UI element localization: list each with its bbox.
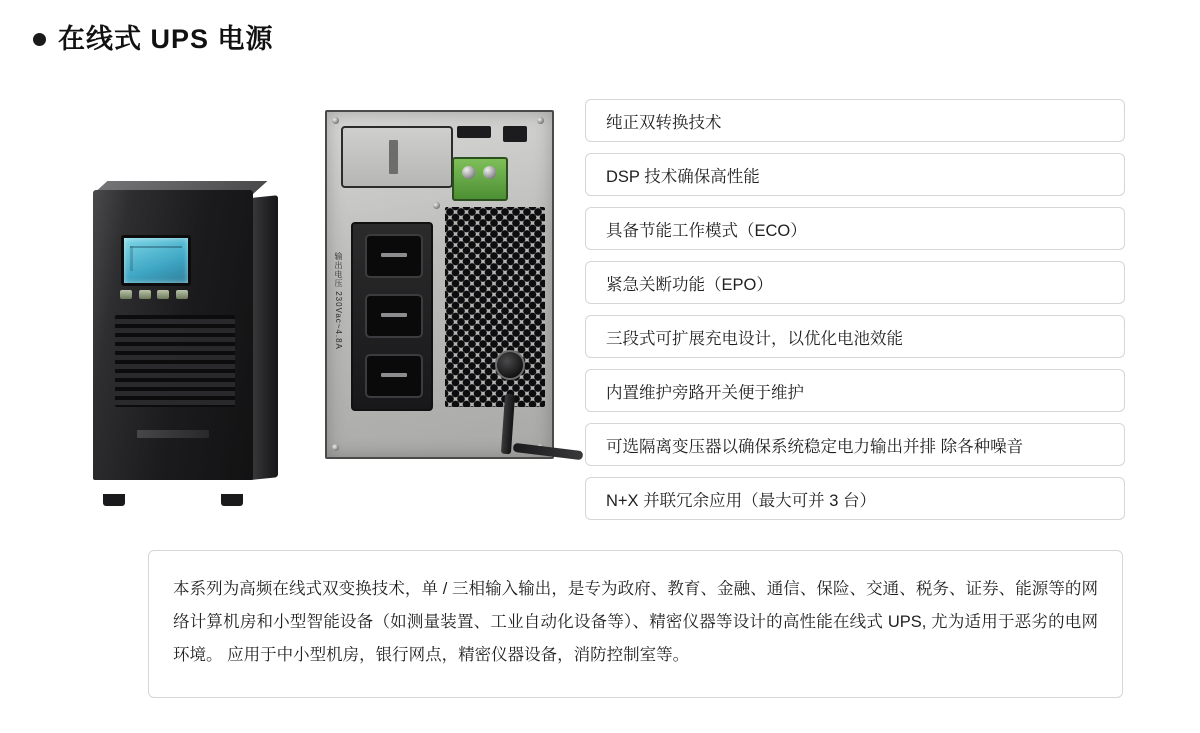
panel-screw (332, 444, 339, 451)
feature-label: 三段式可扩展充电设计，以优化电池效能 (606, 329, 903, 348)
panel-screw (433, 202, 440, 209)
feature-item (585, 315, 1125, 358)
feature-list (585, 99, 1125, 531)
brand-strip (137, 430, 209, 438)
description-text: 本系列为高频在线式双变换技术，单 / 三相输入输出，是专为政府、教育、金融、通信、保险、交通、税务、证券、能源等的网络计算机房和小型智能设备（如测量装置、工业自动化设备等）、精密仪器等设计的高性能在线式 UPS, 尤为适用于恶劣的电网环境。 应用于中小型机房，银行网点，精密仪器设备，消防控制室等。 (173, 580, 1098, 664)
feature-item (585, 369, 1125, 412)
rear-panel-label: 输出电压 230Vac~4.8A (334, 252, 343, 350)
db9-port-icon (457, 126, 491, 138)
control-button (157, 290, 169, 299)
feature-label: 紧急关断功能（EPO） (606, 275, 773, 294)
power-cable-end (513, 443, 584, 460)
tower-body (93, 190, 253, 480)
control-button (139, 290, 151, 299)
fan-honeycomb-grille (445, 207, 545, 407)
feature-item (585, 423, 1125, 466)
page-title-text: 在线式 UPS 电源 (58, 24, 274, 54)
bullet-icon (33, 33, 46, 46)
feature-label: 内置维护旁路开关便于维护 (606, 383, 804, 402)
feature-item (585, 477, 1125, 520)
lcd-display-icon (121, 235, 191, 286)
tower-foot-left (103, 494, 125, 506)
output-socket-group (351, 222, 433, 411)
feature-label: 可选隔离变压器以确保系统稳定电力输出并排 除各种噪音 (606, 437, 1024, 456)
page-title (33, 26, 274, 53)
tower-foot-right (221, 494, 243, 506)
tower-side-panel (251, 195, 278, 480)
feature-item (585, 99, 1125, 142)
output-socket (365, 354, 423, 398)
output-socket (365, 294, 423, 338)
feature-label: DSP 技术确保高性能 (606, 167, 760, 186)
front-vent-grille (115, 315, 235, 407)
rating-label-plate (341, 126, 453, 188)
circuit-breaker-icon (495, 350, 525, 380)
description-box (148, 550, 1123, 698)
product-image (60, 95, 570, 515)
panel-screw (332, 117, 339, 124)
usb-port-icon (503, 126, 527, 142)
output-socket (365, 234, 423, 278)
feature-label: N+X 并联冗余应用（最大可并 3 台） (606, 491, 876, 510)
feature-item (585, 153, 1125, 196)
control-button-row (120, 290, 188, 299)
green-terminal-block (452, 157, 508, 201)
ups-rear-panel-view (325, 110, 554, 459)
panel-screw (537, 117, 544, 124)
control-button (176, 290, 188, 299)
feature-label: 纯正双转换技术 (606, 113, 722, 132)
feature-item (585, 261, 1125, 304)
feature-label: 具备节能工作模式（ECO） (606, 221, 807, 240)
ups-tower-front-view (93, 190, 278, 495)
feature-item (585, 207, 1125, 250)
control-button (120, 290, 132, 299)
